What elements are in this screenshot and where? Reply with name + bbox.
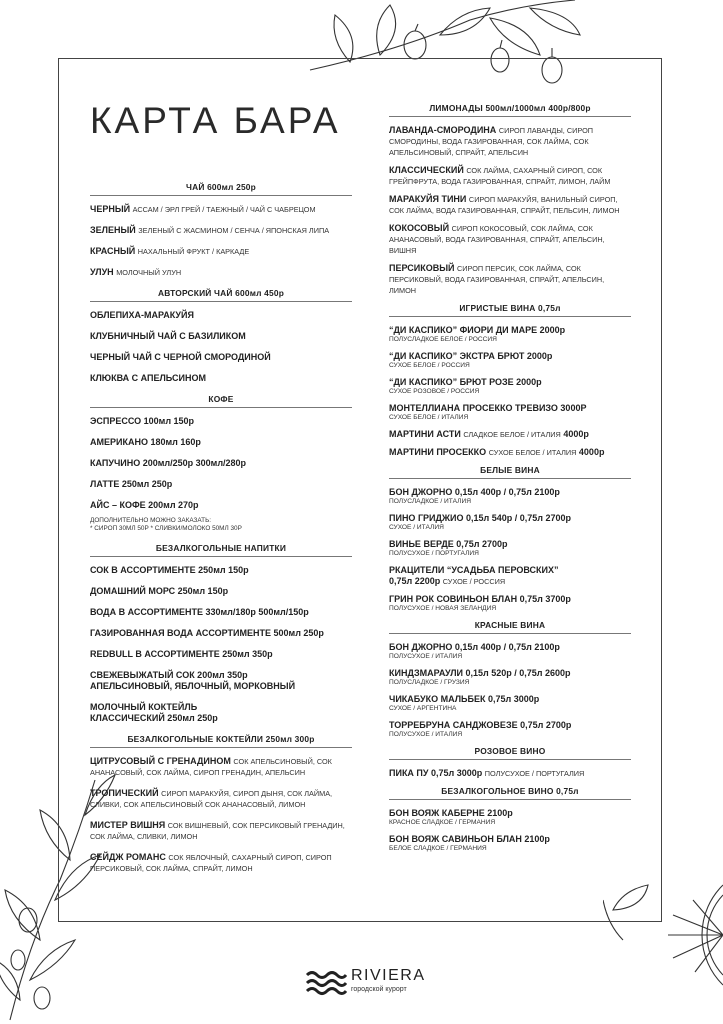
item-subline: ПОЛУСУХОЕ / ИТАЛИЯ [389, 653, 463, 660]
item-name: ТОРРЕБРУНА САНДЖОВЕЗЕ 0,75л 2700р [389, 720, 572, 730]
item-name: МОЛОЧНЫЙ КОКТЕЙЛЬ [90, 702, 198, 712]
item-description: ПОЛУСУХОЕ / ПОРТУГАЛИЯ [484, 769, 585, 778]
section-header: БЕЛЫЕ ВИНА [389, 465, 631, 479]
item-line [389, 694, 631, 705]
item-subline: СУХОЕ РОЗОВОЕ / РОССИЯ [389, 388, 480, 395]
item-line [90, 788, 352, 810]
menu-item [389, 429, 631, 440]
menu-item [389, 594, 631, 613]
item-subline: КЛАССИЧЕСКИЙ 250мл 250р [90, 713, 218, 723]
item-subline: КРАСНОЕ СЛАДКОЕ / ГЕРМАНИЯ [389, 819, 496, 826]
item-line [90, 852, 352, 874]
menu-item [90, 607, 352, 618]
menu-item [389, 834, 631, 853]
item-name: КАПУЧИНО 200мл/250р 300мл/280р [90, 458, 247, 468]
item-subline: СУХОЕ БЕЛОЕ / РОССИЯ [389, 362, 470, 369]
section-header: ИГРИСТЫЕ ВИНА 0,75л [389, 303, 631, 317]
item-name: ЗЕЛЕНЫЙ [90, 225, 136, 235]
menu-section [389, 103, 631, 296]
section-header: РОЗОВОЕ ВИНО [389, 746, 631, 760]
item-name: REDBULL В АССОРТИМЕНТЕ 250мл 350р [90, 649, 273, 659]
item-subline: ПОЛУСЛАДКОЕ / ГРУЗИЯ [389, 679, 470, 686]
item-subline: БЕЛОЕ СЛАДКОЕ / ГЕРМАНИЯ [389, 845, 487, 852]
menu-item [389, 565, 631, 587]
right-column [389, 103, 631, 860]
menu-section [389, 746, 631, 779]
menu-item [90, 788, 352, 810]
menu-item [389, 720, 631, 739]
item-line [90, 479, 352, 490]
item-line [389, 539, 631, 550]
item-line [90, 702, 352, 713]
menu-item [389, 694, 631, 713]
item-name: МИСТЕР ВИШНЯ [90, 820, 166, 830]
item-name: КЛУБНИЧНЫЙ ЧАЙ С БАЗИЛИКОМ [90, 331, 246, 341]
item-name: СВЕЖЕВЫЖАТЫЙ СОК 200мл 350р [90, 670, 248, 680]
section-header: БЕЗАЛКОГОЛЬНЫЕ КОКТЕЙЛИ 250мл 300р [90, 734, 352, 748]
item-line [389, 513, 631, 524]
menu-item [90, 565, 352, 576]
menu-item [389, 377, 631, 396]
item-line [389, 720, 631, 731]
item-name: ГАЗИРОВАННАЯ ВОДА АССОРТИМЕНТЕ 500мл 250р [90, 628, 324, 638]
item-line [389, 447, 631, 458]
menu-item [90, 373, 352, 384]
item-name: КЛЮКВА С АПЕЛЬСИНОМ [90, 373, 207, 383]
item-line [90, 586, 352, 597]
menu-item [389, 403, 631, 422]
item-line [90, 500, 352, 511]
menu-item [389, 125, 631, 158]
section-header: БЕЗАЛКОГОЛЬНОЕ ВИНО 0,75л [389, 786, 631, 800]
item-line [90, 310, 352, 321]
item-name: МОНТЕЛЛИАНА ПРОСЕККО ТРЕВИЗО 3000Р [389, 403, 587, 413]
menu-item [90, 331, 352, 342]
menu-item [389, 447, 631, 458]
item-subline: СУХОЕ / ИТАЛИЯ [389, 524, 444, 531]
item-name: ПЕРСИКОВЫЙ [389, 263, 455, 273]
item-description: СОК ЛАЙМА, САХАРНЫЙ СИРОП, СОК ГРЕЙПФРУТА, ВОДА ГАЗИРОВАННАЯ, СПРАЙТ, ЛИМОН, ЛАЙМ [389, 166, 611, 186]
menu-item [389, 487, 631, 506]
menu-section [389, 786, 631, 853]
menu-item [389, 194, 631, 216]
item-description: НАХАЛЬНЫЙ ФРУКТ / КАРКАДЕ [137, 247, 250, 256]
item-description: СУХОЕ БЕЛОЕ / ИТАЛИЯ [488, 448, 577, 457]
item-line [90, 649, 352, 660]
item-name: ЛАВАНДА-СМОРОДИНА [389, 125, 497, 135]
item-line [389, 768, 631, 779]
item-line [389, 325, 631, 336]
item-name: СЕЙДЖ РОМАНС [90, 852, 166, 862]
item-name: РКАЦИТЕЛИ “УСАДЬБА ПЕРОВСКИХ” [389, 565, 559, 575]
left-column [90, 182, 352, 884]
menu-section [90, 182, 352, 278]
item-line [389, 565, 631, 587]
section-header: АВТОРСКИЙ ЧАЙ 600мл 450р [90, 288, 352, 302]
item-line [90, 607, 352, 618]
section-header: БЕЗАЛКОГОЛЬНЫЕ НАПИТКИ [90, 543, 352, 557]
section-note [90, 517, 352, 533]
item-name: “ДИ КАСПИКО” БРЮТ РОЗЕ 2000р [389, 377, 542, 387]
item-name: ЦИТРУСОВЫЙ С ГРЕНАДИНОМ [90, 756, 231, 766]
menu-item [90, 500, 352, 511]
item-name: СОК В АССОРТИМЕНТЕ 250мл 150р [90, 565, 249, 575]
item-name: АМЕРИКАНО 180мл 160р [90, 437, 201, 447]
item-subline: ПОЛУСУХОЕ / ПОРТУГАЛИЯ [389, 550, 479, 557]
item-line [389, 263, 631, 296]
item-description: СИРОП КОКОСОВЫЙ, СОК ЛАЙМА, СОК АНАНАСОВЫЙ, ВОДА ГАЗИРОВАННАЯ, СПРАЙТ, АПЕЛЬСИН, ВИШНЯ [389, 224, 605, 255]
menu-item [90, 416, 352, 427]
item-name: ЛАТТЕ 250мл 250р [90, 479, 173, 489]
item-name: ВОДА В АССОРТИМЕНТЕ 330мл/180р 500мл/150р [90, 607, 309, 617]
waves-icon [305, 968, 347, 998]
item-line [90, 756, 352, 778]
menu-item [90, 246, 352, 257]
menu-item [90, 586, 352, 597]
menu-item [90, 437, 352, 448]
menu-item [389, 768, 631, 779]
item-line [389, 487, 631, 498]
item-name: БОН ДЖОРНО 0,15л 400р / 0,75л 2100р [389, 487, 560, 497]
item-line [389, 351, 631, 362]
item-name: ПИКА ПУ 0,75л 3000р [389, 768, 483, 778]
item-name: ЧИКАБУКО МАЛЬБЕК 0,75л 3000р [389, 694, 540, 704]
menu-section [389, 465, 631, 613]
item-name: КЛАССИЧЕСКИЙ [389, 165, 464, 175]
item-subline: АПЕЛЬСИНОВЫЙ, ЯБЛОЧНЫЙ, МОРКОВНЫЙ [90, 681, 296, 691]
menu-section [389, 620, 631, 739]
item-name: ТРОПИЧЕСКИЙ [90, 788, 159, 798]
menu-section [90, 543, 352, 724]
menu-item [90, 628, 352, 639]
item-name: ПИНО ГРИДЖИО 0,15л 540р / 0,75л 2700р [389, 513, 572, 523]
menu-section [90, 734, 352, 874]
menu-item [90, 458, 352, 469]
item-line [389, 834, 631, 845]
menu-item [90, 310, 352, 321]
item-line [389, 125, 631, 158]
item-line [90, 204, 352, 215]
section-header: КРАСНЫЕ ВИНА [389, 620, 631, 634]
item-line [389, 594, 631, 605]
menu-item [90, 225, 352, 236]
page-title: КАРТА БАРА [90, 100, 341, 141]
logo-name: RIVIERA [351, 967, 426, 984]
logo-subtitle: городской курорт [351, 986, 407, 993]
item-description: СОК ВИШНЕВЫЙ, СОК ПЕРСИКОВЫЙ ГРЕНАДИН, СОК ЛАЙМА, СЛИВКИ, ЛИМОН [90, 821, 345, 841]
menu-item [90, 204, 352, 215]
item-description: СУХОЕ / РОССИЯ [442, 577, 506, 586]
item-line [389, 194, 631, 216]
item-description: СИРОП МАРАКУЙЯ, ВАНИЛЬНЫЙ СИРОП, СОК ЛАЙМА, ВОДА ГАЗИРОВАННАЯ, СПРАЙТ, ПЕЛЬСИН, ЛИМОН [389, 195, 620, 215]
item-name: ДОМАШНИЙ МОРС 250мл 150р [90, 586, 229, 596]
item-name: МАРАКУЙЯ ТИНИ [389, 194, 467, 204]
section-header: ЛИМОНАДЫ 500мл/1000мл 400р/800р [389, 103, 631, 117]
item-price: 4000р [578, 447, 605, 457]
item-name: ВИНЬЕ ВЕРДЕ 0,75л 2700р [389, 539, 508, 549]
menu-item [389, 325, 631, 344]
item-name: “ДИ КАСПИКО” ФИОРИ ДИ МАРЕ 2000р [389, 325, 566, 335]
item-line [90, 331, 352, 342]
item-description: СОК АПЕЛЬСИНОВЫЙ, СОК АНАНАСОВЫЙ, СОК ЛАЙМА, СИРОП ГРЕНАДИН, АПЕЛЬСИН [90, 757, 332, 777]
item-description: СИРОП ПЕРСИК, СОК ЛАЙМА, СОК ПЕРСИКОВЫЙ, ВОДА ГАЗИРОВАННАЯ, СПРАЙТ, АПЕЛЬСИН, ЛИМОН [389, 264, 605, 295]
menu-item [90, 352, 352, 363]
item-name: УЛУН [90, 267, 114, 277]
item-name: “ДИ КАСПИКО” ЭКСТРА БРЮТ 2000р [389, 351, 553, 361]
item-name: БОН ВОЯЖ САВИНЬОН БЛАН 2100р [389, 834, 550, 844]
item-line [389, 808, 631, 819]
item-description: АССАМ / ЭРЛ ГРЕЙ / ТАЕЖНЫЙ / ЧАЙ С ЧАБРЕЦОМ [132, 205, 316, 214]
item-line [389, 403, 631, 414]
item-line [389, 223, 631, 256]
item-line [389, 429, 631, 440]
menu-item [90, 267, 352, 278]
item-subline: СУХОЕ БЕЛОЕ / ИТАЛИЯ [389, 414, 469, 421]
menu-item [389, 513, 631, 532]
item-name: ЧЕРНЫЙ ЧАЙ С ЧЕРНОЙ СМОРОДИНОЙ [90, 352, 271, 362]
item-subline: ПОЛУСУХОЕ / НОВАЯ ЗЕЛАНДИЯ [389, 605, 497, 612]
menu-item [389, 263, 631, 296]
item-line [90, 267, 352, 278]
menu-section [90, 394, 352, 533]
item-description: СИРОП ЛАВАНДЫ, СИРОП СМОРОДИНЫ, ВОДА ГАЗИРОВАННАЯ, СОК ЛАЙМА, СОК АПЕЛЬСИНОВЫЙ, СПРАЙТ, АПЕЛЬСИН [389, 126, 593, 157]
menu-item [389, 539, 631, 558]
menu-item [90, 820, 352, 842]
item-name: КРАСНЫЙ [90, 246, 136, 256]
item-description: СИРОП МАРАКУЙЯ, СИРОП ДЫНЯ, СОК ЛАЙМА, СЛИВКИ, СОК АПЕЛЬСИНОВЫЙ СОК АНАНАСОВЫЙ, ЛИМОН [90, 789, 333, 809]
menu-section [389, 303, 631, 458]
item-description: МОЛОЧНЫЙ УЛУН [116, 268, 182, 277]
menu-item [389, 668, 631, 687]
item-subline: СУХОЕ / АРГЕНТИНА [389, 705, 457, 712]
item-line [90, 246, 352, 257]
item-name: КОКОСОВЫЙ [389, 223, 450, 233]
menu-item [90, 670, 352, 692]
item-line [90, 458, 352, 469]
item-name: ЧЕРНЫЙ [90, 204, 131, 214]
menu-item [389, 642, 631, 661]
item-volume-price: 0,75л 2200р [389, 576, 441, 586]
menu-item [389, 351, 631, 370]
menu-item [90, 649, 352, 660]
item-subline: ПОЛУСЛАДКОЕ / ИТАЛИЯ [389, 498, 471, 505]
item-line [90, 352, 352, 363]
item-line [389, 165, 631, 187]
item-description: ЗЕЛЕНЫЙ С ЖАСМИНОМ / СЕНЧА / ЯПОНСКАЯ ЛИПА [138, 226, 330, 235]
menu-item [389, 165, 631, 187]
item-description: СЛАДКОЕ БЕЛОЕ / ИТАЛИЯ [463, 430, 561, 439]
item-line [90, 225, 352, 236]
item-line [389, 642, 631, 653]
riviera-logo [303, 966, 443, 1006]
item-name: ЭСПРЕССО 100мл 150р [90, 416, 195, 426]
item-name: АЙС – КОФЕ 200мл 270р [90, 500, 199, 510]
item-subline: ПОЛУСЛАДКОЕ БЕЛОЕ / РОССИЯ [389, 336, 497, 343]
menu-item [90, 702, 352, 724]
item-line [90, 373, 352, 384]
item-name: КИНДЗМАРАУЛИ 0,15л 520р / 0,75л 2600р [389, 668, 571, 678]
item-name: МАРТИНИ ПРОСЕККО [389, 447, 487, 457]
item-line [90, 628, 352, 639]
item-name: ОБЛЕПИХА-МАРАКУЙЯ [90, 310, 194, 320]
item-line [90, 670, 352, 681]
menu-item [389, 808, 631, 827]
menu-item [389, 223, 631, 256]
item-line [90, 820, 352, 842]
item-line [90, 565, 352, 576]
item-subline: ПОЛУСУХОЕ / ИТАЛИЯ [389, 731, 463, 738]
item-name: ГРИН РОК СОВИНЬОН БЛАН 0,75л 3700р [389, 594, 571, 604]
menu-item [90, 479, 352, 490]
item-name: БОН ВОЯЖ КАБЕРНЕ 2100р [389, 808, 513, 818]
section-header: КОФЕ [90, 394, 352, 408]
menu-item [90, 756, 352, 778]
item-line [389, 377, 631, 388]
item-price: 4000р [563, 429, 589, 439]
item-name: МАРТИНИ АСТИ [389, 429, 461, 439]
item-line [90, 437, 352, 448]
item-description: СОК ЯБЛОЧНЫЙ, САХАРНЫЙ СИРОП, СИРОП ПЕРСИКОВЫЙ, СОК ЛАЙМА, СПРАЙТ, ЛИМОН [90, 853, 332, 873]
menu-item [90, 852, 352, 874]
item-line [389, 668, 631, 679]
section-header: ЧАЙ 600мл 250р [90, 182, 352, 196]
menu-section [90, 288, 352, 384]
note-line: * СИРОП 30МЛ 50Р * СЛИВКИ/МОЛОКО 50МЛ 30Р [90, 525, 242, 532]
item-line [90, 416, 352, 427]
item-name: БОН ДЖОРНО 0,15л 400р / 0,75л 2100р [389, 642, 560, 652]
note-line: ДОПОЛНИТЕЛЬНО МОЖНО ЗАКАЗАТЬ: [90, 517, 212, 524]
